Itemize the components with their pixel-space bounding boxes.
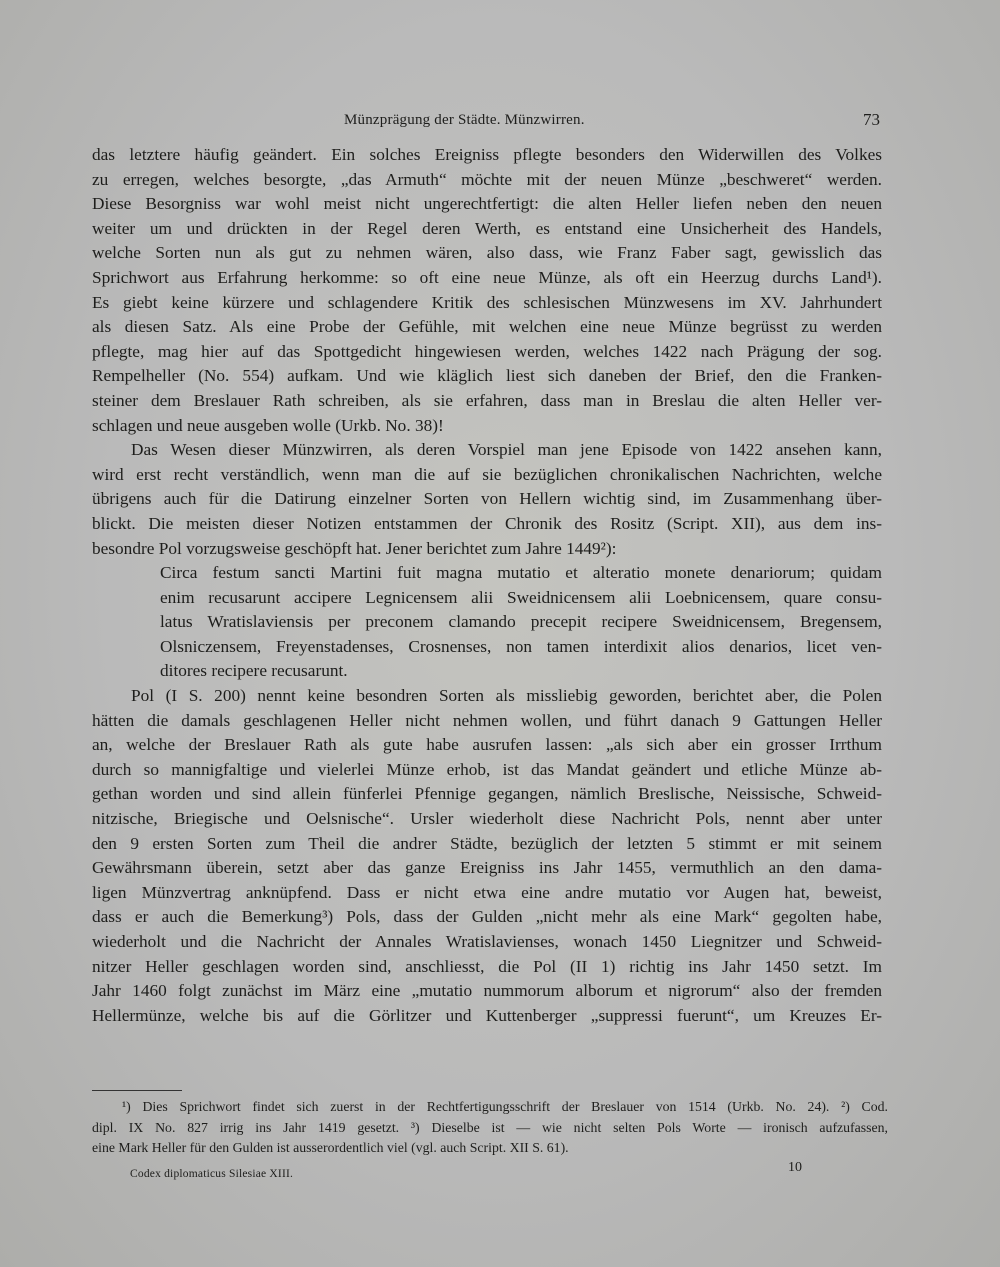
- text-line: pflegte, mag hier auf das Spottgedicht hingewiesen werden, welches 1422 nach Prägung der sog.: [92, 341, 882, 361]
- quote-line: latus Wratislaviensis per preconem clamando precepit recipere Sweidnicensem, Bregensem,: [160, 612, 882, 632]
- text-line: Gewährsmann überein, setzt aber das ganze Ereigniss ins Jahr 1455, vermuthlich an den dama-: [92, 858, 882, 878]
- text-line: steiner dem Breslauer Rath schreiben, als sie erfahren, dass man in Breslau die alten Heller ver-: [92, 390, 882, 410]
- printer-signature-number: 10: [788, 1160, 802, 1175]
- text-line: Jahr 1460 folgt zunächst im März eine „mutatio nummorum alborum et nigrorum“ also der fremden: [92, 981, 882, 1001]
- text-line: Diese Besorgniss war wohl meist nicht ungerechtfertigt: die alten Heller liefen neben den neuen: [92, 194, 882, 214]
- text-line: an, welche der Breslauer Rath als gute habe ausrufen lassen: „als sich aber ein grosser Irrthum: [92, 735, 882, 755]
- text-line: ligen Münzvertrag anknüpfend. Dass er nicht etwa eine andre mutatio vor Augen hat, beweist,: [92, 882, 882, 902]
- footnotes: [92, 1097, 888, 1159]
- quote-line: Olsniczensem, Freyenstadenses, Crosnenses, non tamen interdixit alios denarios, licet ven-: [160, 636, 882, 656]
- running-head: Münzprägung der Städte. Münzwirren.: [344, 112, 585, 128]
- footnote-line: ¹) Dies Sprichwort findet sich zuerst in der Rechtfertigungsschrift der Breslauer von 1514 (Urkb. No. 24). ²) Cod.: [122, 1099, 888, 1114]
- text-line: Hellermünze, welche bis auf die Görlitzer und Kuttenberger „suppressi fuerunt“, um Kreuzes Er-: [92, 1005, 882, 1025]
- block-quote: [92, 561, 882, 684]
- text-line: Pol (I S. 200) nennt keine besondren Sorten als missliebig geworden, berichtet aber, die Polen: [131, 686, 882, 706]
- text-line: dass er auch die Bemerkung³) Pols, dass der Gulden „nicht mehr als eine Mark“ gegolten habe,: [92, 907, 882, 927]
- text-line: Rempelheller (No. 554) aufkam. Und wie kläglich liest sich daneben der Brief, den die Franken-: [92, 366, 882, 386]
- paragraph: [92, 143, 882, 438]
- text-line: weiter um und drückten in der Regel deren Werth, es entstand eine Unsicherheit des Handels,: [92, 218, 882, 238]
- text-line: nitzer Heller geschlagen worden sind, anschliesst, die Pol (II 1) richtig ins Jahr 1450 setzt. Im: [92, 956, 882, 976]
- footnote-line: dipl. IX No. 827 irrig ins Jahr 1419 gesetzt. ³) Dieselbe ist — wie nicht selten Pols Worte — ironisch aufzufassen,: [92, 1119, 888, 1135]
- text-line: den 9 ersten Sorten zum Theil die andrer Städte, bezüglich der letzten 5 stimmt er mit seinem: [92, 833, 882, 853]
- text-line: welche Sorten nun als gut zu nehmen wären, also dass, wie Franz Faber sagt, gewisslich das: [92, 243, 882, 263]
- text-line: zu erregen, welches besorgte, „das Armuth“ möchte mit der neuen Münze „beschweret“ werden.: [92, 169, 882, 189]
- text-line: besondre Pol vorzugsweise geschöpft hat. Jener berichtet zum Jahre 1449²):: [92, 538, 617, 558]
- footnote-divider: [92, 1090, 182, 1091]
- quote-line: ditores recipere recusarunt.: [160, 661, 348, 681]
- printer-signature-title: Codex diplomaticus Silesiae XIII.: [130, 1168, 294, 1180]
- text-line: wird erst recht verständlich, wenn man die auf sie bezüglichen chronikalischen Nachrichten, welche: [92, 464, 882, 484]
- paragraph: [92, 438, 882, 561]
- body-text: [92, 143, 882, 1028]
- text-line: hätten die damals geschlagenen Heller nicht nehmen wollen, und führt danach 9 Gattungen Heller: [92, 710, 882, 730]
- page-number: 73: [863, 110, 880, 129]
- quote-line: Circa festum sancti Martini fuit magna mutatio et alteratio monete denariorum; quidam: [160, 563, 882, 583]
- text-line: nitzische, Briegische und Oelsnische“. Ursler wiederholt diese Nachricht Pols, nennt aber unter: [92, 809, 882, 829]
- text-line: blickt. Die meisten dieser Notizen entstammen der Chronik des Rositz (Script. XII), aus dem ins-: [92, 513, 882, 533]
- page-header: [92, 110, 880, 134]
- quote-line: enim recusarunt accipere Legnicensem alii Sweidnicensem alii Loebnicensem, quare consu-: [160, 587, 882, 607]
- text-line: Das Wesen dieser Münzwirren, als deren Vorspiel man jene Episode von 1422 ansehen kann,: [131, 440, 882, 460]
- paragraph: [92, 684, 882, 1028]
- text-line: durch so mannigfaltige und vielerlei Münze erhob, ist das Mandat geändert und etliche Münze ab-: [92, 759, 882, 779]
- text-line: als diesen Satz. Als eine Probe der Gefühle, mit welchen eine neue Münze begrüsst zu werden: [92, 317, 882, 337]
- text-line: schlagen und neue ausgeben wolle (Urkb. No. 38)!: [92, 415, 444, 435]
- footnote-line: eine Mark Heller für den Gulden ist ausserordentlich viel (vgl. auch Script. XII S. 61).: [92, 1140, 569, 1155]
- text-line: gethan worden und sind allein fünferlei Pfennige gegangen, nämlich Breslische, Neissische, Schweid-: [92, 784, 882, 804]
- text-line: das letztere häufig geändert. Ein solches Ereigniss pflegte besonders den Widerwillen des Volkes: [92, 145, 882, 164]
- text-line: Sprichwort aus Erfahrung herkomme: so oft eine neue Münze, als oft ein Heerzug durchs Land¹).: [92, 267, 882, 287]
- text-line: übrigens auch für die Datirung einzelner Sorten von Hellern wichtig sind, im Zusammenhang über-: [92, 489, 882, 509]
- text-line: Es giebt keine kürzere und schlagendere Kritik des schlesischen Münzwesens im XV. Jahrhundert: [92, 292, 882, 312]
- text-line: wiederholt und die Nachricht der Annales Wratislavienses, wonach 1450 Liegnitzer und Schweid-: [92, 932, 882, 951]
